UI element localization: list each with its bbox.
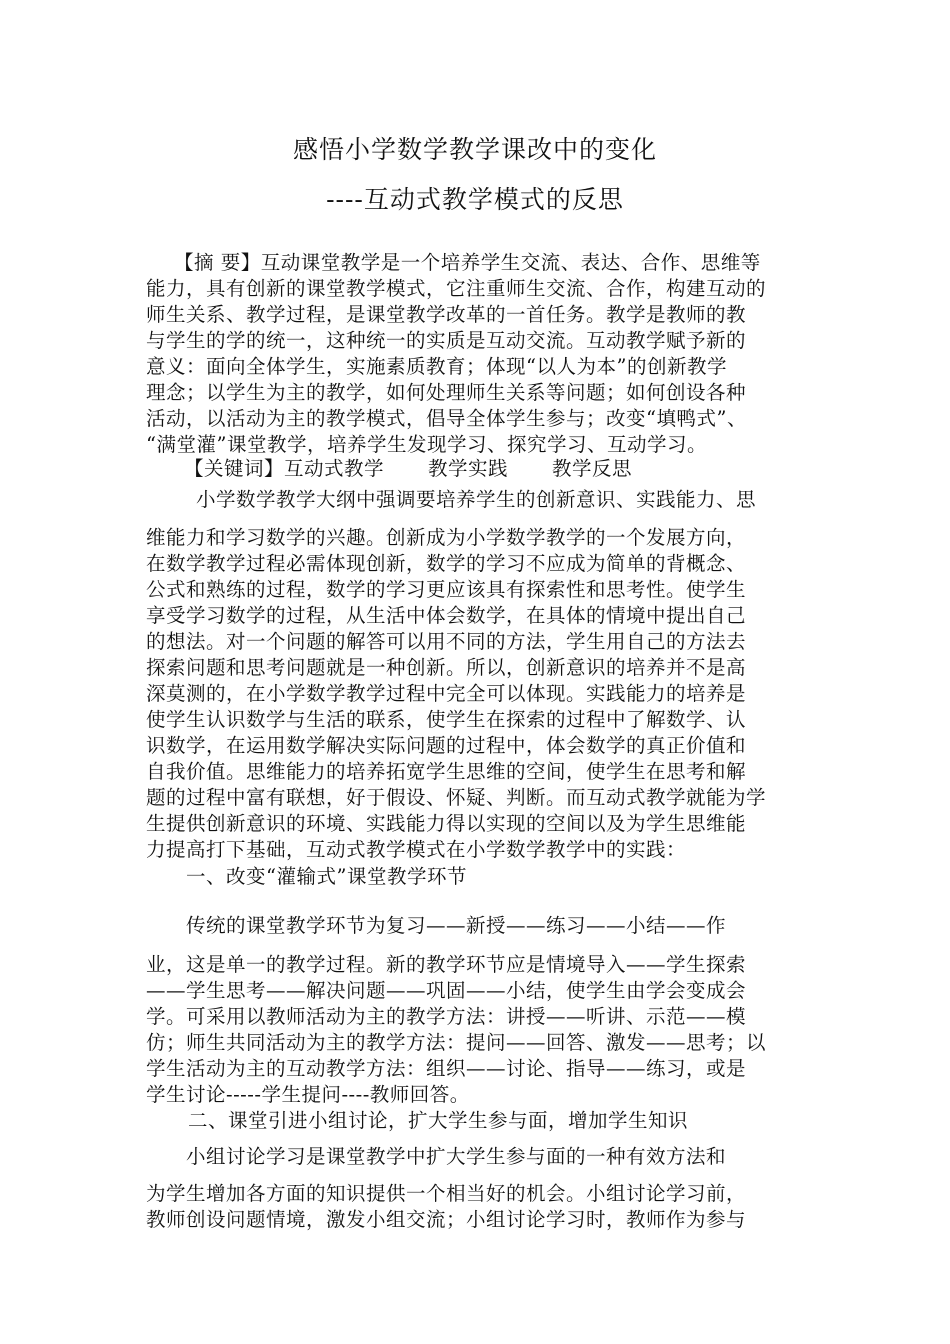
- paragraph-line: 力提高打下基础，互动式教学模式在小学数学教学中的实践：: [146, 838, 687, 861]
- paragraph-line: 在数学教学过程必需体现创新，数学的学习不应成为简单的背概念、: [146, 552, 747, 575]
- document-title: 感悟小学数学教学课改中的变化: [292, 135, 657, 164]
- paragraph-line: 生提供创新意识的环境、实践能力得以实现的空间以及为学生思维能: [146, 812, 747, 835]
- paragraph-line: 自我价值。思维能力的培养拓宽学生思维的空间，使学生在思考和解: [146, 760, 747, 783]
- paragraph-line: 传统的课堂教学环节为复习——新授——练习——小结——作: [186, 914, 727, 937]
- keyword-3: 教学反思: [552, 457, 633, 480]
- paragraph-line: 学生讨论-----学生提问----教师回答。: [146, 1083, 470, 1106]
- paragraph-line: 使学生认识数学与生活的联系，使学生在探索的过程中了解数学、认: [146, 708, 747, 731]
- abstract-line: 理念；以学生为主的教学，如何处理师生关系等问题；如何创设各种: [146, 381, 747, 404]
- paragraph-line: 业，这是单一的教学过程。新的教学环节应是情境导入——学生探索: [146, 953, 747, 976]
- paragraph-line: 公式和熟练的过程，数学的学习更应该具有探索性和思考性。使学生: [146, 578, 747, 601]
- abstract-line: 能力，具有创新的课堂教学模式，它注重师生交流、合作，构建互动的: [146, 277, 767, 300]
- abstract-line: 师生关系、教学过程，是课堂教学改革的一首任务。教学是教师的教: [146, 303, 747, 326]
- paragraph-line: 题的过程中富有联想，好于假设、怀疑、判断。而互动式教学就能为学: [146, 786, 767, 809]
- paragraph-line: 享受学习数学的过程，从生活中体会数学，在具体的情境中提出自己: [146, 604, 747, 627]
- paragraph-line: 学生活动为主的互动教学方法：组织——讨论、指导——练习，或是: [146, 1057, 747, 1080]
- abstract-line: 活动，以活动为主的教学模式，倡导全体学生参与；改变“填鸭式”、: [146, 407, 747, 430]
- abstract-line: 意义：面向全体学生，实施素质教育；体现“以人为本”的创新教学: [146, 355, 727, 378]
- paragraph-line: 探索问题和思考问题就是一种创新。所以，创新意识的培养并不是高: [146, 656, 747, 679]
- paragraph-line: 仿；师生共同活动为主的教学方法：提问——回答、激发——思考；以: [146, 1031, 767, 1054]
- paragraph-line: ——学生思考——解决问题——巩固——小结，使学生由学会变成会: [146, 979, 747, 1002]
- paragraph-line: 学。可采用以教师活动为主的教学方法：讲授——听讲、示范——模: [146, 1005, 747, 1028]
- abstract-line: 【摘 要】互动课堂教学是一个培养学生交流、表达、合作、思维等: [174, 251, 761, 274]
- paragraph-line: 识数学，在运用数学解决实际问题的过程中，体会数学的真正价值和: [146, 734, 747, 757]
- keywords-line: [184, 456, 632, 482]
- keyword-2: 教学实践: [428, 457, 509, 480]
- abstract-line: 与学生的学的统一，这种统一的实质是互动交流。互动教学赋予新的: [146, 329, 747, 352]
- document-subtitle: ----互动式教学模式的反思: [326, 185, 624, 214]
- paragraph-line: 教师创设问题情境，激发小组交流；小组讨论学习时，教师作为参与: [146, 1208, 747, 1231]
- paragraph-line: 为学生增加各方面的知识提供一个相当好的机会。小组讨论学习前，: [146, 1182, 747, 1205]
- paragraph-line: 小学数学教学大纲中强调要培养学生的创新意识、实践能力、思: [196, 488, 757, 511]
- keywords-label: 【关键词】互动式教学: [184, 457, 385, 480]
- paragraph-line: 的想法。对一个问题的解答可以用不同的方法，学生用自己的方法去: [146, 630, 747, 653]
- abstract-line: “满堂灌”课堂教学，培养学生发现学习、探究学习、互动学习。: [146, 433, 707, 456]
- section-heading-2: 二、课堂引进小组讨论，扩大学生参与面，增加学生知识: [188, 1109, 689, 1132]
- paragraph-line: 维能力和学习数学的兴趣。创新成为小学数学教学的一个发展方向，: [146, 526, 747, 549]
- paragraph-line: 小组讨论学习是课堂教学中扩大学生参与面的一种有效方法和: [186, 1145, 727, 1168]
- section-heading-1: 一、改变“灌输式”课堂教学环节: [186, 865, 467, 888]
- paragraph-line: 深莫测的，在小学数学教学过程中完全可以体现。实践能力的培养是: [146, 682, 747, 705]
